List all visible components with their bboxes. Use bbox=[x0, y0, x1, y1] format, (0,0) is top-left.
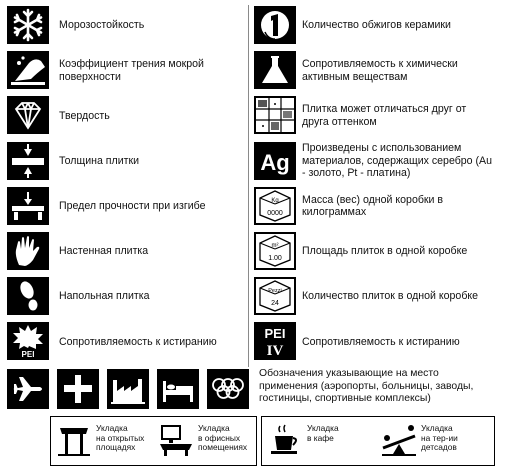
box-top-text: Kg bbox=[271, 197, 279, 204]
placement-line: Укладка bbox=[198, 423, 230, 433]
symbol-row bbox=[5, 274, 250, 319]
symbol-label: Сопротивляемость к химически активным веществам bbox=[302, 58, 458, 83]
shade-grid-icon bbox=[254, 96, 296, 134]
seesaw-icon bbox=[381, 420, 417, 460]
box-value-text: 1.00 bbox=[268, 254, 282, 262]
symbol-label: Произведены с использованием материалов, содержащих серебро (Au - золото, Pt - платина) bbox=[302, 142, 492, 180]
ag-icon bbox=[254, 142, 296, 180]
pei-class-text: IV bbox=[266, 343, 284, 360]
box-top-text: Pezzi bbox=[268, 288, 282, 295]
bending-strength-icon bbox=[7, 187, 49, 225]
pei-burst-icon bbox=[7, 322, 49, 360]
placement-item bbox=[267, 418, 371, 464]
flask-icon bbox=[254, 51, 296, 89]
placement-item bbox=[56, 418, 156, 464]
symbol-row bbox=[252, 274, 497, 319]
medical-cross-icon bbox=[57, 369, 99, 409]
placement-line: на открытых bbox=[96, 432, 145, 443]
placement-line: в офисных bbox=[198, 432, 241, 443]
placement-label bbox=[198, 424, 247, 453]
right-column bbox=[252, 3, 497, 365]
placement-line: на тер-ии bbox=[421, 432, 458, 443]
symbol-row bbox=[252, 3, 497, 48]
outdoor-table-icon bbox=[56, 420, 92, 460]
placement-item bbox=[381, 418, 491, 464]
symbol-label: Масса (вес) одной коробки в килограммах bbox=[302, 193, 444, 219]
pei-text: PEI bbox=[264, 326, 286, 342]
symbol-label: Количество плиток в одной коробке bbox=[302, 290, 479, 303]
applications-line: Обозначения указывающие на место bbox=[259, 368, 439, 379]
applications-line: гостиницы, спортивные комплексы) bbox=[259, 393, 431, 405]
symbol-label: Сопротивляемость к истиранию bbox=[302, 335, 460, 348]
box-area-icon bbox=[254, 232, 296, 270]
hand-print-icon bbox=[7, 232, 49, 270]
symbol-label: Морозостойкость bbox=[59, 19, 145, 32]
symbol-row bbox=[252, 48, 497, 93]
box-value-text: 24 bbox=[271, 300, 279, 308]
symbol-row bbox=[5, 184, 250, 229]
left-column bbox=[5, 3, 250, 365]
symbol-row bbox=[5, 3, 250, 48]
symbol-label: Твердость bbox=[59, 109, 110, 122]
pei-text: PEI bbox=[21, 350, 35, 360]
symbol-label: Сопротивляемость к истиранию bbox=[59, 335, 217, 348]
symbol-row bbox=[252, 184, 497, 229]
symbol-label: Предел прочности при изгибе bbox=[59, 200, 206, 212]
symbol-label: Площадь плиток в одной коробке bbox=[302, 245, 468, 258]
symbol-label: Количество обжигов керамики bbox=[302, 19, 451, 32]
box-weight-icon bbox=[254, 187, 296, 225]
footprint-icon bbox=[7, 277, 49, 315]
symbol-label: Коэффициент трения мокрой поверхности bbox=[59, 58, 204, 83]
placement-line: Укладка bbox=[421, 423, 453, 433]
symbol-row bbox=[5, 93, 250, 138]
pei-iv-icon bbox=[254, 322, 296, 360]
box-top-text: m² bbox=[271, 242, 279, 249]
placement-label bbox=[307, 424, 339, 443]
symbol-label: Настенная плитка bbox=[59, 245, 149, 258]
thickness-icon bbox=[7, 142, 49, 180]
olympic-rings-icon bbox=[207, 369, 249, 409]
symbol-row bbox=[252, 229, 497, 274]
symbol-label: Плитка может отличаться друг от друга оттенком bbox=[302, 103, 467, 128]
applications-line: применения (аэропорты, больницы, заводы, bbox=[259, 380, 474, 392]
bed-icon bbox=[157, 369, 199, 409]
diamond-icon bbox=[7, 96, 49, 134]
wet-friction-icon bbox=[7, 51, 49, 89]
snowflake-icon bbox=[7, 6, 49, 44]
placement-line: в кафе bbox=[307, 432, 334, 443]
placement-line: детсадов bbox=[421, 442, 457, 453]
placement-line: Укладка bbox=[307, 423, 339, 433]
placement-label bbox=[421, 424, 458, 453]
symbol-row bbox=[252, 319, 497, 364]
placement-item bbox=[158, 418, 256, 464]
factory-icon bbox=[107, 369, 149, 409]
symbol-label: Напольная плитка bbox=[59, 290, 150, 303]
office-desk-icon bbox=[158, 420, 194, 460]
placement-legend bbox=[50, 416, 495, 468]
airplane-icon bbox=[7, 369, 49, 409]
symbol-label: Толщина плитки bbox=[59, 154, 140, 167]
symbol-row bbox=[5, 319, 250, 364]
coffee-cup-icon bbox=[267, 420, 303, 460]
placement-line: Укладка bbox=[96, 423, 128, 433]
placement-line: помещениях bbox=[198, 442, 248, 453]
symbol-row bbox=[252, 93, 497, 138]
placement-line: площадях bbox=[96, 442, 136, 453]
symbol-row bbox=[5, 229, 250, 274]
placement-label bbox=[96, 424, 144, 453]
firing-count-icon bbox=[254, 6, 296, 44]
box-value-text: 0000 bbox=[267, 209, 283, 217]
ag-text: Ag bbox=[260, 149, 290, 175]
symbol-row bbox=[5, 48, 250, 93]
symbol-row bbox=[252, 139, 497, 184]
box-pieces-icon bbox=[254, 277, 296, 315]
applications-description bbox=[259, 368, 499, 406]
symbol-row bbox=[5, 139, 250, 184]
